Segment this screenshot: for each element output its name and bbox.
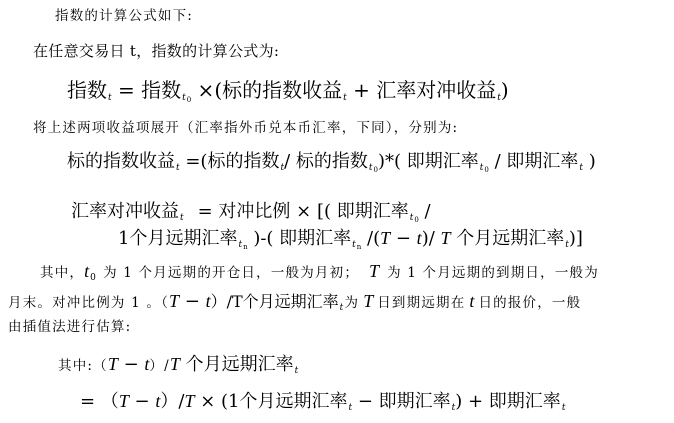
expand-note: 将上述两项收益项展开（汇率指外币兑本币汇率，下同），分别为: bbox=[33, 120, 459, 136]
formula-interpolation: = （T − t）/T × (1个月远期汇率$_t$ − 即期汇率$_t$) + 即期汇率$_t$ bbox=[80, 391, 566, 413]
explanation-line3: 由插值法进行估算: bbox=[8, 319, 132, 335]
explanation-line1: 其中，$t_0$ 为 1 个月远期的开仓日，一般为月初； T 为 1 个月远期的到期日，一般为 bbox=[40, 261, 599, 283]
explanation-line2: 月末。对冲比例为 1 。（T − t）/T个月远期汇率$_t$为 T 日到期远期在 t 日的报价，一般 bbox=[8, 291, 582, 313]
intro-line: 在任意交易日 t，指数的计算公式为: bbox=[33, 42, 280, 60]
formula-hedge-return-line2: 1个月远期汇率$_{t_n}$ )-( 即期汇率$_{t_n}$ /(T − t)/ T 个月远期汇率$_t$)] bbox=[118, 228, 583, 251]
formula-index: 指数$_t$ = 指数$_{t_0}$ ×(标的指数收益$_t$ + 汇率对冲收益$_t$) bbox=[67, 78, 509, 104]
formula-hedge-return-line1: 汇率对冲收益$_t$ = 对冲比例 × [( 即期汇率$_{t_0}$ / bbox=[71, 201, 431, 224]
formula-underlying-return: 标的指数收益$_t$ =(标的指数$_t$/ 标的指数$_{t_0}$)*( 即期汇率$_{t_0}$ / 即期汇率$_t$ ) bbox=[67, 151, 596, 174]
formula-ratio: 其中:（T − t）/T 个月远期汇率$_t$ bbox=[58, 354, 299, 376]
section-title: 指数的计算公式如下: bbox=[55, 8, 194, 24]
